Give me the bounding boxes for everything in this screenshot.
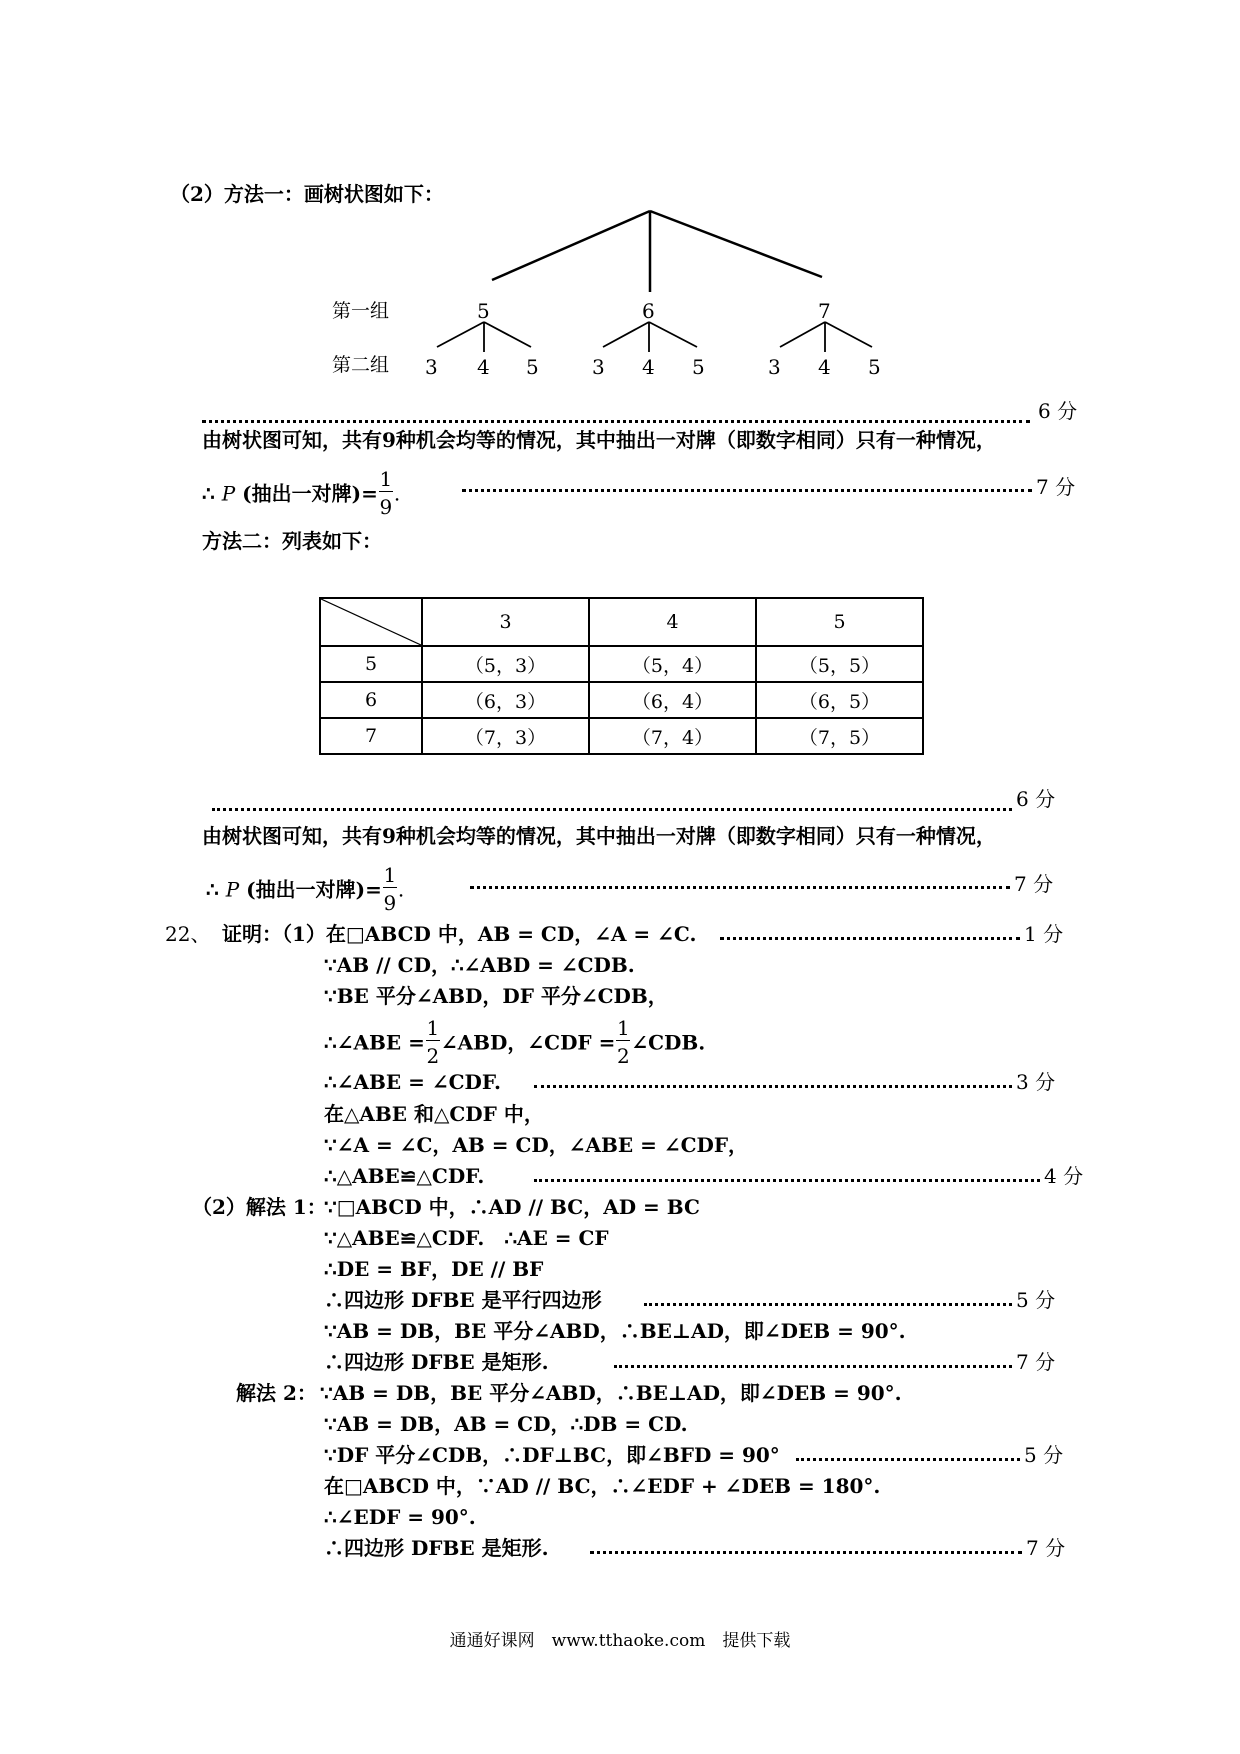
- score-mark: 6 分: [1038, 399, 1078, 423]
- leader-dots: [796, 1458, 1020, 1461]
- part2-heading: （2）方法一：画树状图如下：: [170, 182, 444, 206]
- tree-node-first: 6: [642, 299, 655, 323]
- leader-dots: [534, 1179, 1040, 1182]
- table-header-row: [320, 598, 923, 646]
- leader-dots: [470, 886, 1010, 889]
- outcome-table: [319, 597, 924, 755]
- tree-group2-label: 第二组: [332, 354, 390, 376]
- tree-node-second: 5: [692, 355, 705, 379]
- solution1-label: （2）解法 1：: [192, 1195, 327, 1219]
- table-row: [320, 718, 923, 754]
- leader-dots: [534, 1085, 1012, 1088]
- leader-dots: [614, 1365, 1012, 1368]
- solution-line: ∵AB = DB，BE 平分∠ABD，∴BE⊥AD，即∠DEB = 90°.: [324, 1319, 906, 1343]
- q22-line: [324, 1016, 706, 1068]
- score-mark: 5 分: [1024, 1443, 1064, 1467]
- period: .: [397, 877, 405, 902]
- fraction-numerator: 1: [616, 1016, 630, 1040]
- tree-node-second: 5: [868, 355, 881, 379]
- probability-line: [202, 467, 401, 519]
- prob-P: P: [221, 481, 236, 506]
- tree-node-second: 4: [818, 355, 831, 379]
- therefore-symbol: ∴: [202, 481, 215, 506]
- score-mark: 7 分: [1016, 1350, 1056, 1374]
- tree-diagram: [0, 0, 1240, 400]
- fraction-numerator: 1: [383, 863, 397, 887]
- fraction-numerator: 1: [426, 1016, 440, 1040]
- score-mark: 4 分: [1044, 1164, 1084, 1188]
- table-cell: （7，3）: [422, 718, 589, 754]
- score-mark: 5 分: [1016, 1288, 1056, 1312]
- leader-dots: [212, 808, 1012, 811]
- therefore-symbol: ∴: [206, 877, 219, 902]
- q22-line: ∴∠ABE = ∠CDF.: [324, 1070, 502, 1094]
- prob-event: (抽出一对牌)=: [246, 877, 382, 902]
- tree-node-first: 5: [477, 299, 490, 323]
- table-row-head: 6: [320, 682, 422, 718]
- probability-line: [206, 863, 405, 915]
- fraction-numerator: 1: [379, 467, 393, 491]
- q22-line: 证明：（1）在□ABCD 中，AB = CD，∠A = ∠C.: [222, 922, 697, 946]
- period: .: [393, 481, 401, 506]
- table-cell: （7，4）: [589, 718, 756, 754]
- score-mark: 3 分: [1016, 1070, 1056, 1094]
- fraction: [425, 1016, 441, 1068]
- table-row-head: 5: [320, 646, 422, 682]
- table-cell: （5，3）: [422, 646, 589, 682]
- solution-line: ∵□ABCD 中，∴AD // BC，AD = BC: [324, 1195, 700, 1219]
- solution2-label: 解法 2：: [236, 1381, 317, 1405]
- prob-event: (抽出一对牌)=: [242, 481, 378, 506]
- fraction: [378, 467, 394, 519]
- conclusion-text: 由树状图可知，共有9种机会均等的情况，其中抽出一对牌（即数字相同）只有一种情况，: [202, 428, 996, 452]
- tree-group1-label: 第一组: [332, 300, 390, 322]
- solution-line: ∵AB = DB，BE 平分∠ABD，∴BE⊥AD，即∠DEB = 90°.: [320, 1381, 902, 1405]
- tree-node-second: 4: [477, 355, 490, 379]
- table-cell: （6，4）: [589, 682, 756, 718]
- question-number: 22、: [165, 922, 211, 946]
- q22-line: ∵BE 平分∠ABD，DF 平分∠CDB，: [324, 984, 668, 1008]
- tree-node-second: 3: [768, 355, 781, 379]
- table-header-cell: 5: [756, 598, 923, 646]
- fraction-denominator: 9: [379, 495, 393, 519]
- table-header-cell: 4: [589, 598, 756, 646]
- leader-dots: [462, 489, 1032, 492]
- table-corner-cell: [320, 598, 422, 646]
- leader-dots: [644, 1303, 1012, 1306]
- leader-dots: [202, 420, 1030, 423]
- tree-branch: [650, 211, 822, 277]
- q22-line: ∵AB // CD，∴∠ABD = ∠CDB.: [324, 953, 635, 977]
- page-footer: 通通好课网 www.tthaoke.com 提供下载: [449, 1631, 791, 1651]
- q22-line: ∵∠A = ∠C，AB = CD，∠ABE = ∠CDF，: [324, 1133, 749, 1157]
- score-mark: 7 分: [1026, 1536, 1066, 1560]
- fraction: [615, 1016, 631, 1068]
- tree-node-first: 7: [818, 299, 831, 323]
- table-row: [320, 682, 923, 718]
- solution-line: 在□ABCD 中，∵AD // BC，∴∠EDF + ∠DEB = 180°.: [324, 1474, 881, 1498]
- q22-text: ∠CDB.: [631, 1030, 706, 1055]
- table-cell: （7，5）: [756, 718, 923, 754]
- fraction-denominator: 2: [616, 1044, 630, 1068]
- q22-text: ∴∠ABE =: [324, 1030, 425, 1055]
- table-cell: （5，4）: [589, 646, 756, 682]
- tree-node-second: 5: [526, 355, 539, 379]
- score-mark: 6 分: [1016, 787, 1056, 811]
- fraction-denominator: 2: [426, 1044, 440, 1068]
- solution-line: ∴四边形 DFBE 是矩形.: [324, 1536, 549, 1560]
- tree-node-second: 3: [592, 355, 605, 379]
- solution-line: ∵DF 平分∠CDB，∴DF⊥BC，即∠BFD = 90°: [324, 1443, 780, 1467]
- prob-P: P: [225, 877, 240, 902]
- q22-text: ∠ABD，∠CDF =: [440, 1030, 616, 1055]
- q22-line: 在△ABE 和△CDF 中，: [324, 1102, 544, 1126]
- solution-line: ∴四边形 DFBE 是平行四边形: [324, 1288, 602, 1312]
- fraction: [382, 863, 398, 915]
- table-row-head: 7: [320, 718, 422, 754]
- solution-line: ∴∠EDF = 90°.: [324, 1505, 476, 1529]
- solution-line: ∵AB = DB，AB = CD，∴DB = CD.: [324, 1412, 688, 1436]
- score-mark: 7 分: [1014, 872, 1054, 896]
- method2-heading: 方法二：列表如下：: [202, 529, 382, 553]
- leader-dots: [590, 1551, 1022, 1554]
- solution-line: ∴DE = BF，DE // BF: [324, 1257, 544, 1281]
- leader-dots: [720, 937, 1020, 940]
- table-cell: （5，5）: [756, 646, 923, 682]
- solution-line: ∴四边形 DFBE 是矩形.: [324, 1350, 549, 1374]
- fraction-denominator: 9: [383, 891, 397, 915]
- score-mark: 7 分: [1036, 475, 1076, 499]
- table-header-cell: 3: [422, 598, 589, 646]
- table-cell: （6，5）: [756, 682, 923, 718]
- tree-node-second: 3: [425, 355, 438, 379]
- table-cell: （6，3）: [422, 682, 589, 718]
- tree-branch: [492, 211, 650, 280]
- table-row: [320, 646, 923, 682]
- solution-line: ∵△ABE≌△CDF. ∴AE = CF: [324, 1226, 609, 1250]
- tree-node-second: 4: [642, 355, 655, 379]
- q22-line: ∴△ABE≌△CDF.: [324, 1164, 485, 1188]
- score-mark: 1 分: [1024, 922, 1064, 946]
- conclusion-text: 由树状图可知，共有9种机会均等的情况，其中抽出一对牌（即数字相同）只有一种情况，: [202, 824, 996, 848]
